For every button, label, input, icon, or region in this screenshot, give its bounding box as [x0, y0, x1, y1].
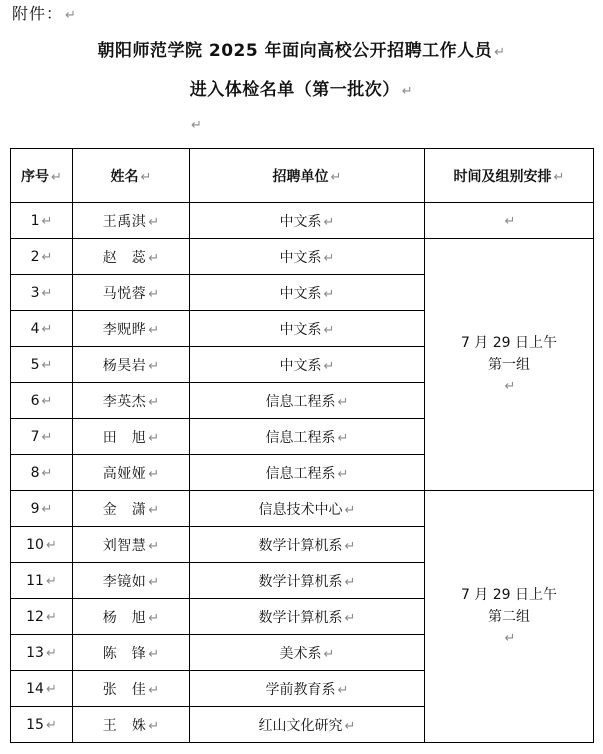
- paragraph-mark-icon: ↵: [337, 682, 349, 698]
- paragraph-mark-icon: ↵: [41, 213, 53, 229]
- paragraph-mark-icon: ↵: [148, 214, 160, 230]
- paragraph-mark-icon: ↵: [41, 393, 53, 409]
- paragraph-mark-icon: ↵: [344, 574, 356, 590]
- paragraph-mark-icon: ↵: [344, 538, 356, 554]
- name-cell: 王 姝 ↵: [73, 707, 190, 743]
- paragraph-mark-icon: ↵: [41, 429, 53, 445]
- unit-cell: 数学计算机系 ↵: [190, 599, 425, 635]
- paragraph-mark-icon: ↵: [148, 286, 160, 302]
- attachment-label: 附件： ↵: [12, 4, 77, 23]
- paragraph-mark-icon: ↵: [140, 169, 152, 185]
- schedule-date: 7 月 29 日上午: [460, 334, 558, 351]
- schedule-group: 第二组 ↵: [425, 606, 593, 650]
- name-cell: 王禹淇 ↵: [73, 203, 190, 239]
- paragraph-mark-icon: ↵: [494, 45, 506, 60]
- paragraph-mark-icon: ↵: [337, 466, 349, 482]
- name-cell: 高娅娅 ↵: [73, 455, 190, 491]
- row-number-cell: 14 ↵: [11, 671, 73, 707]
- paragraph-mark-icon: ↵: [323, 286, 335, 302]
- paragraph-mark-icon: ↵: [323, 322, 335, 338]
- row-number-cell: 8 ↵: [11, 455, 73, 491]
- paragraph-mark-icon: ↵: [344, 502, 356, 518]
- paragraph-mark-icon: ↵: [148, 358, 160, 374]
- unit-cell: 中文系 ↵: [190, 203, 425, 239]
- paragraph-mark-icon: ↵: [45, 609, 57, 625]
- paragraph-mark-icon: ↵: [323, 358, 335, 374]
- schedule-group: 第一组 ↵: [425, 354, 593, 398]
- column-header-schedule: 时间及组别安排 ↵: [425, 149, 594, 203]
- column-header-name: 姓名 ↵: [73, 149, 190, 203]
- unit-cell: 数学计算机系 ↵: [190, 563, 425, 599]
- paragraph-mark-icon: ↵: [45, 681, 57, 697]
- paragraph-mark-icon: ↵: [344, 610, 356, 626]
- paragraph-mark-icon: ↵: [148, 466, 160, 482]
- unit-cell: 信息工程系 ↵: [190, 455, 425, 491]
- document-title-line-2: 进入体检名单（第一批次） ↵: [189, 80, 414, 100]
- unit-cell: 信息工程系 ↵: [190, 419, 425, 455]
- unit-cell: 中文系 ↵: [190, 311, 425, 347]
- schedule-cell: [425, 239, 594, 491]
- paragraph-mark-icon: ↵: [148, 322, 160, 338]
- name-cell: 张 佳 ↵: [73, 671, 190, 707]
- paragraph-mark-icon: ↵: [45, 573, 57, 589]
- paragraph-mark-icon: ↵: [51, 169, 62, 185]
- table-body: [11, 203, 594, 743]
- row-number-cell: 9 ↵: [11, 491, 73, 527]
- unit-cell: 中文系 ↵: [190, 275, 425, 311]
- name-cell: 赵 蕊 ↵: [73, 239, 190, 275]
- paragraph-mark-icon: ↵: [330, 169, 342, 185]
- paragraph-mark-icon: ↵: [148, 574, 160, 590]
- unit-cell: 数学计算机系 ↵: [190, 527, 425, 563]
- paragraph-mark-icon: ↵: [45, 717, 57, 733]
- paragraph-mark-icon: ↵: [41, 321, 53, 337]
- paragraph-mark-icon: ↵: [504, 630, 516, 646]
- unit-cell: 信息工程系 ↵: [190, 383, 425, 419]
- unit-cell: 中文系 ↵: [190, 239, 425, 275]
- paragraph-mark-icon: ↵: [337, 430, 349, 446]
- paragraph-mark-icon: ↵: [337, 394, 349, 410]
- table-header-row: [11, 149, 594, 203]
- row-number-cell: 13 ↵: [11, 635, 73, 671]
- medical-exam-roster-table: [10, 148, 594, 743]
- row-number-cell: 3 ↵: [11, 275, 73, 311]
- row-number-cell: 10 ↵: [11, 527, 73, 563]
- row-number-cell: 12 ↵: [11, 599, 73, 635]
- row-number-cell: 15 ↵: [11, 707, 73, 743]
- paragraph-mark-icon: ↵: [323, 646, 335, 662]
- name-cell: 杨 旭 ↵: [73, 599, 190, 635]
- paragraph-mark-icon: ↵: [41, 249, 53, 265]
- name-cell: 李英杰 ↵: [73, 383, 190, 419]
- paragraph-mark-icon: ↵: [323, 214, 335, 230]
- paragraph-mark-icon: ↵: [45, 537, 57, 553]
- name-cell: 陈 锋 ↵: [73, 635, 190, 671]
- paragraph-mark-icon: ↵: [148, 250, 160, 266]
- paragraph-mark-icon: ↵: [65, 8, 77, 23]
- paragraph-mark-icon: ↵: [148, 538, 160, 554]
- paragraph-mark-icon: ↵: [553, 169, 565, 185]
- unit-cell: 红山文化研究 ↵: [190, 707, 425, 743]
- paragraph-mark-icon: ↵: [401, 84, 414, 99]
- paragraph-mark-icon: ↵: [344, 718, 356, 734]
- paragraph-mark-icon: ↵: [148, 502, 160, 518]
- unit-cell: 美术系 ↵: [190, 635, 425, 671]
- name-cell: 田 旭 ↵: [73, 419, 190, 455]
- column-header-number: 序号 ↵: [11, 149, 73, 203]
- paragraph-mark-icon: ↵: [504, 378, 516, 394]
- paragraph-mark-icon: ↵: [504, 213, 516, 229]
- name-cell: 李镜如 ↵: [73, 563, 190, 599]
- row-number-cell: 5 ↵: [11, 347, 73, 383]
- row-number-cell: 2 ↵: [11, 239, 73, 275]
- table-row: [11, 203, 594, 239]
- paragraph-mark-icon: ↵: [41, 285, 53, 301]
- name-cell: 马悦蓉 ↵: [73, 275, 190, 311]
- paragraph-mark-icon: ↵: [148, 718, 160, 734]
- schedule-cell: [425, 491, 594, 743]
- paragraph-mark-icon: ↵: [148, 646, 160, 662]
- name-cell: 李贶晔 ↵: [73, 311, 190, 347]
- paragraph-mark-icon: ↵: [41, 465, 53, 481]
- row-number-cell: 7 ↵: [11, 419, 73, 455]
- name-cell: 金 潇 ↵: [73, 491, 190, 527]
- row-number-cell: 4 ↵: [11, 311, 73, 347]
- table-row: [11, 239, 594, 275]
- paragraph-mark-icon: ↵: [148, 610, 160, 626]
- name-cell: 杨昊岩 ↵: [73, 347, 190, 383]
- unit-cell: 学前教育系 ↵: [190, 671, 425, 707]
- paragraph-mark-icon: ↵: [148, 682, 160, 698]
- paragraph-mark-icon: ↵: [148, 394, 160, 410]
- row-number-cell: 11 ↵: [11, 563, 73, 599]
- unit-cell: 信息技术中心 ↵: [190, 491, 425, 527]
- schedule-date: 7 月 29 日上午: [460, 586, 558, 603]
- paragraph-mark-icon: ↵: [148, 430, 160, 446]
- document-title-line-1: 朝阳师范学院 2025 年面向高校公开招聘工作人员 ↵: [97, 41, 506, 61]
- row-number-cell: 1 ↵: [11, 203, 73, 239]
- paragraph-mark-icon: ↵: [45, 645, 57, 661]
- paragraph-mark-icon: ↵: [323, 250, 335, 266]
- row-number-cell: 6 ↵: [11, 383, 73, 419]
- unit-cell: 中文系 ↵: [190, 347, 425, 383]
- table-row: [11, 491, 594, 527]
- schedule-cell: [425, 203, 594, 239]
- paragraph-mark-icon: ↵: [41, 501, 53, 517]
- paragraph-mark-icon: ↵: [191, 118, 202, 133]
- paragraph-mark-icon: ↵: [41, 357, 53, 373]
- name-cell: 刘智慧 ↵: [73, 527, 190, 563]
- column-header-unit: 招聘单位 ↵: [190, 149, 425, 203]
